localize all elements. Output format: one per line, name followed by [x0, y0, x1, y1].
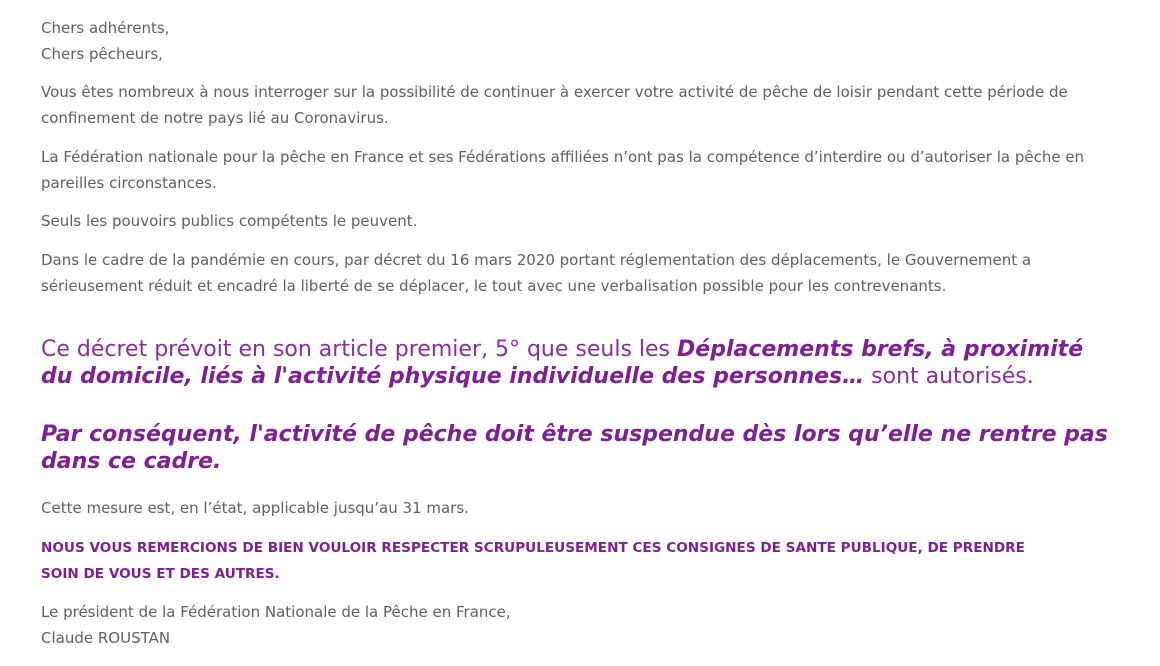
highlight-plain-text: Ce décret prévoit en son article premier, 5° que seuls les — [41, 337, 678, 362]
signature-title: Le président de la Fédération Nationale de la Pêche en France, — [41, 603, 511, 621]
signature-name: Claude ROUSTAN — [41, 629, 171, 647]
paragraph-line: confinement de notre pays lié au Coronavirus. — [41, 109, 389, 127]
highlight-emphasis-text: du domicile, liés à l'activité physique individuelle des personnes… — [41, 364, 865, 389]
greeting-line: Chers pêcheurs, — [41, 45, 163, 63]
measure-duration — [41, 495, 469, 521]
paragraph-competence — [41, 144, 1084, 196]
conclusion-line: dans ce cadre. — [41, 449, 222, 474]
request-line: SOIN DE VOUS ET DES AUTRES. — [41, 566, 280, 582]
request-line: NOUS VOUS REMERCIONS DE BIEN VOULOIR RESPECTER SCRUPULEUSEMENT CES CONSIGNES DE SANTE PUBLIQUE, DE PRENDRE — [41, 540, 1025, 556]
paragraph-line: sérieusement réduit et encadré la liberté de se déplacer, le tout avec une verbalisation possible pour les contrevenants. — [41, 277, 947, 295]
conclusion-line: Par conséquent, l'activité de pêche doit être suspendue dès lors qu’elle ne rentre pas — [41, 422, 1108, 447]
decree-article-highlight — [41, 336, 1083, 390]
paragraph-line: Cette mesure est, en l’état, applicable jusqu’au 31 mars. — [41, 499, 469, 517]
highlight-emphasis-text: Déplacements brefs, à proximité — [677, 337, 1084, 362]
conclusion-statement — [41, 421, 1108, 475]
paragraph-line: Vous êtes nombreux à nous interroger sur la possibilité de continuer à exercer votre activité de pêche de loisir pendant cette période de — [41, 83, 1068, 101]
paragraph-question — [41, 79, 1068, 131]
paragraph-line: Seuls les pouvoirs publics compétents le peuvent. — [41, 212, 418, 230]
paragraph-decree-context — [41, 247, 1031, 299]
greeting-line: Chers adhérents, — [41, 19, 170, 37]
greeting — [41, 15, 169, 67]
paragraph-line: Dans le cadre de la pandémie en cours, par décret du 16 mars 2020 portant réglementation des déplacements, le Gouvernement a — [41, 251, 1032, 269]
highlight-line — [41, 363, 1083, 390]
highlight-line — [41, 336, 1083, 363]
highlight-plain-text: sont autorisés. — [864, 364, 1034, 389]
public-health-request — [41, 535, 1025, 587]
paragraph-line: La Fédération nationale pour la pêche en France et ses Fédérations affiliées n’ont pas la compétence d’interdire ou d’autoriser la pêche en — [41, 148, 1085, 166]
paragraph-authorities — [41, 208, 417, 234]
signature-block — [41, 599, 511, 651]
paragraph-line: pareilles circonstances. — [41, 174, 217, 192]
